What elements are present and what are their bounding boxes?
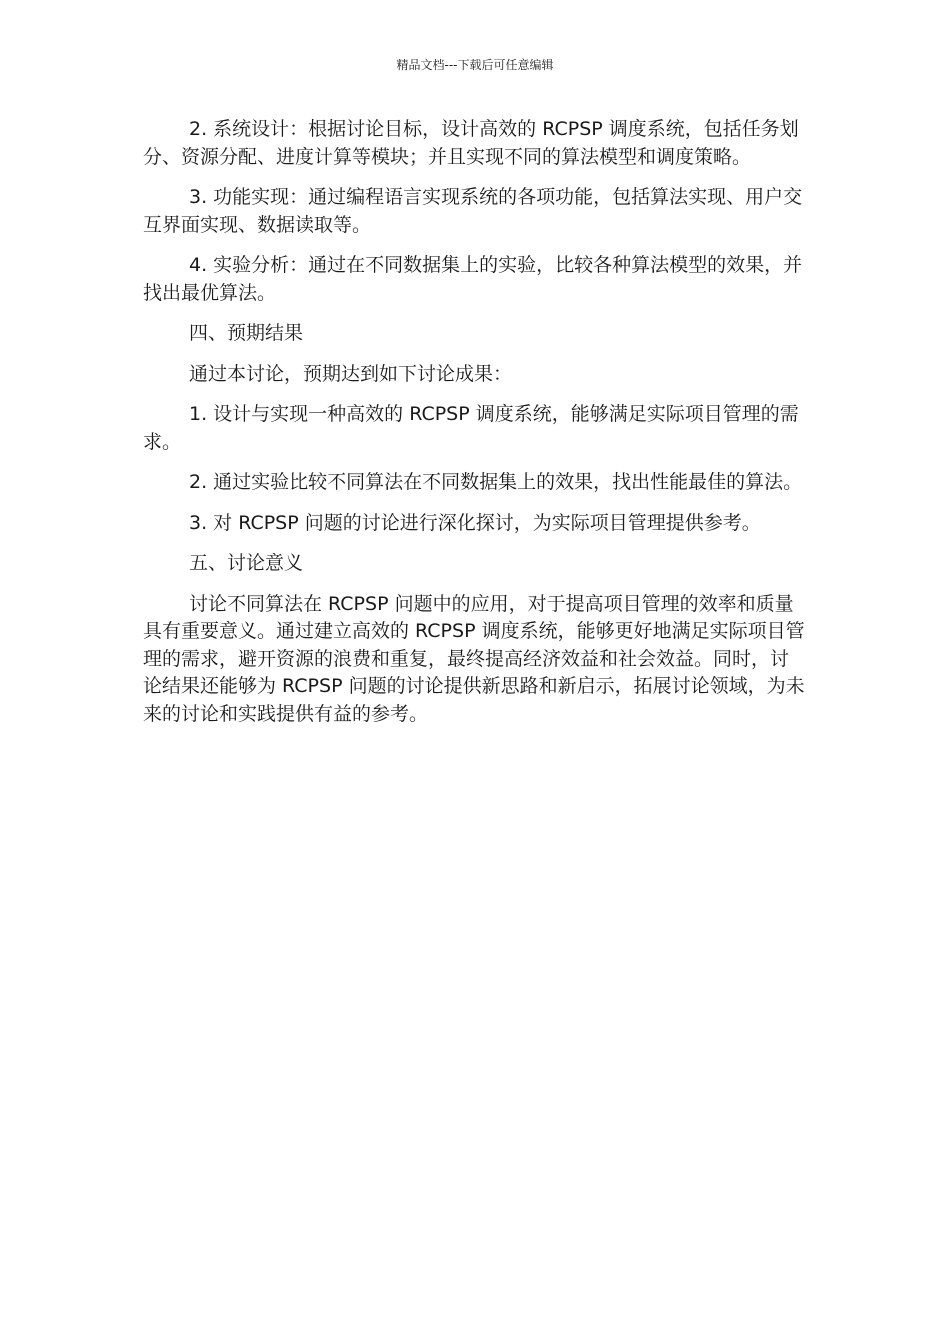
section-heading-expected-results: 四、预期结果 xyxy=(189,322,304,344)
paragraph-experiment-analysis: 4. 实验分析：通过在不同数据集上的实验，比较各种算法模型的效果，并找出最优算法。 xyxy=(143,254,803,304)
section-heading-significance: 五、讨论意义 xyxy=(189,552,304,574)
paragraph-significance: 讨论不同算法在 RCPSP 问题中的应用，对于提高项目管理的效率和质量具有重要意义。通过建立高效的 RCPSP 调度系统，能够更好地满足实际项目管理的需求，避开资源的浪费和重复，最终提高经济效益和社会效益。同时，讨论结果还能够为 RCPSP 问题的讨论提供新思路和新启示，拓展讨论领域，为未来的讨论和实践提供有益的参考。 xyxy=(143,592,805,725)
paragraph-result-1: 1. 设计与实现一种高效的 RCPSP 调度系统，能够满足实际项目管理的需求。 xyxy=(143,403,799,453)
page-header: 精品文档---下载后可任意编辑 xyxy=(396,58,554,72)
paragraph-result-3: 3. 对 RCPSP 问题的讨论进行深化探讨，为实际项目管理提供参考。 xyxy=(189,511,761,534)
paragraph-expected-intro: 通过本讨论，预期达到如下讨论成果： xyxy=(189,362,513,385)
document-body xyxy=(143,116,807,741)
paragraph-function-implementation: 3. 功能实现：通过编程语言实现系统的各项功能，包括算法实现、用户交互界面实现、数据读取等。 xyxy=(143,186,803,236)
paragraph-result-2: 2. 通过实验比较不同算法在不同数据集上的效果，找出性能最佳的算法。 xyxy=(189,471,803,493)
paragraph-system-design: 2. 系统设计：根据讨论目标，设计高效的 RCPSP 调度系统，包括任务划分、资源分配、进度计算等模块；并且实现不同的算法模型和调度策略。 xyxy=(143,118,799,168)
